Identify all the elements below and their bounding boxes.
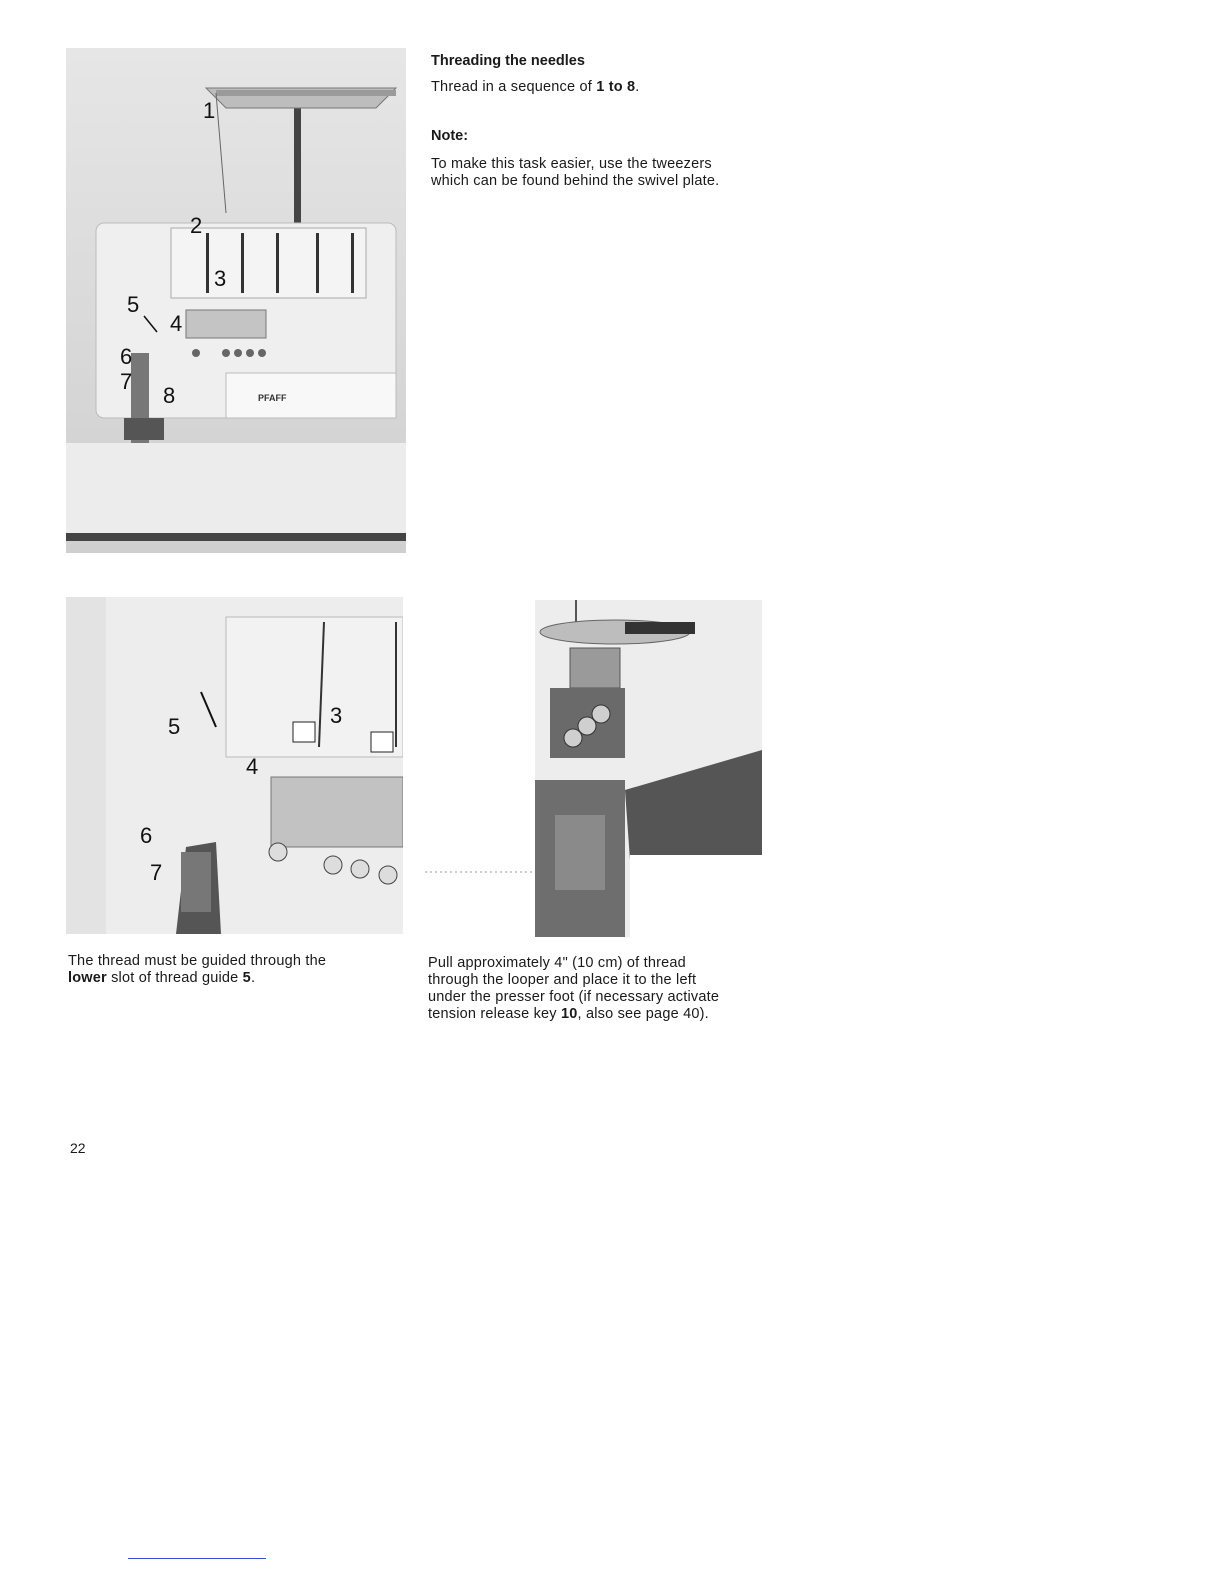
note-line-2: which can be found behind the swivel plate.	[431, 173, 720, 189]
caption-bold-word: lower	[68, 970, 107, 986]
callout-6: 6	[120, 344, 133, 369]
looper-caption-line-2: through the looper and place it to the left	[428, 972, 697, 988]
callout-2: 2	[190, 213, 203, 238]
note-text	[431, 156, 719, 190]
tension-key-ref: 10	[560, 1006, 578, 1022]
looper-caption-line-4-prefix: tension release key	[428, 1006, 561, 1022]
caption-line-1: The thread must be guided through the	[68, 953, 327, 969]
page-number: 22	[70, 1140, 86, 1156]
callout-8: 8	[163, 383, 176, 408]
intro-range: 1 to 8	[596, 79, 636, 95]
caption-guide-ref: 5	[242, 970, 251, 986]
looper-photo	[425, 600, 762, 937]
intro-prefix: Thread in a sequence of	[431, 79, 597, 95]
closeup-callout-3: 3	[330, 703, 343, 728]
looper-caption-line-4	[428, 1006, 719, 1023]
note-heading: Note:	[431, 128, 469, 144]
caption-line-2	[68, 970, 326, 987]
closeup-callout-6: 6	[140, 823, 153, 848]
callout-4: 4	[170, 311, 183, 336]
closeup-callout-5: 5	[168, 714, 181, 739]
caption-mid: slot of thread guide	[106, 970, 243, 986]
section-heading: Threading the needles	[431, 53, 585, 69]
callout-1: 1	[203, 98, 216, 123]
looper-caption-line-1: Pull approximately 4" (10 cm) of thread	[428, 955, 686, 971]
callout-5: 5	[127, 292, 140, 317]
looper-caption	[428, 955, 719, 1023]
looper-caption-line-4-suffix: , also see page 40).	[577, 1006, 709, 1022]
callout-7: 7	[120, 369, 133, 394]
footer-rule	[128, 1558, 266, 1559]
note-line-1: To make this task easier, use the tweezers	[431, 156, 712, 172]
thread-guide-photo	[66, 597, 403, 934]
machine-brand-label: PFAFF	[258, 393, 287, 403]
machine-overview-photo	[66, 48, 406, 553]
caption-end: .	[250, 970, 256, 986]
closeup-callout-4: 4	[246, 754, 259, 779]
intro-suffix: .	[635, 79, 640, 95]
intro-text	[431, 79, 640, 96]
looper-caption-line-3: under the presser foot (if necessary activate	[428, 989, 720, 1005]
thread-guide-caption	[68, 953, 326, 987]
callout-3: 3	[214, 266, 227, 291]
closeup-callout-7: 7	[150, 860, 163, 885]
